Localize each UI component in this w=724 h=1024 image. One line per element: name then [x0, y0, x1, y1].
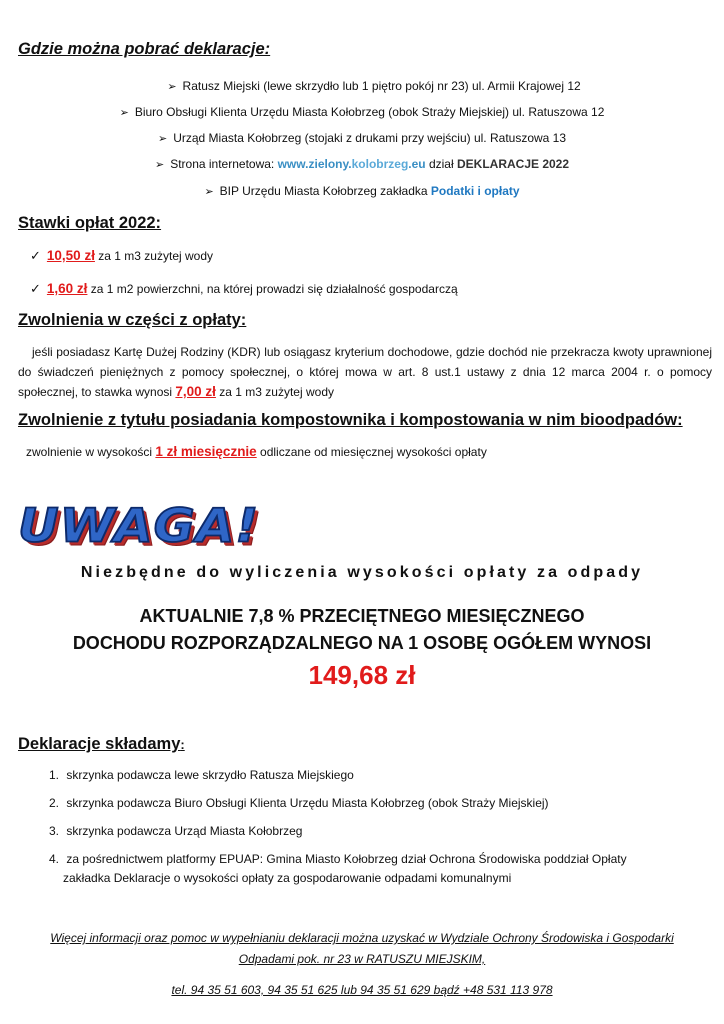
submission-item-4: 4. za pośrednictwem platformy EPUAP: Gmina Miasto Kołobrzeg dział Ochrona Środowiska poddział Opłaty zakładka Deklaracje o wysokości opłaty za gospodarowanie odpadami komunalnymi — [49, 852, 627, 885]
download-item-2: ➢ Biuro Obsługi Klienta Urzędu Miasta Kołobrzeg (obok Straży Miejskiej) ul. Ratuszowa 12 — [119, 105, 605, 119]
submission-item-1: 1. skrzynka podawcza lewe skrzydło Ratusza Miejskiego — [49, 768, 354, 782]
download-item-3: ➢ Urząd Miasta Kołobrzeg (stojaki z drukami przy wejściu) ul. Ratuszowa 13 — [157, 131, 567, 145]
compost-text: zwolnienie w wysokości 1 zł miesięcznie odliczane od miesięcznej wysokości opłaty — [26, 444, 487, 459]
checkmark-icon: ✓ — [30, 281, 41, 296]
checkmark-icon: ✓ — [30, 248, 41, 263]
download-item-bip: ➢ BIP Urzędu Miasta Kołobrzeg zakładka Podatki i opłaty — [204, 184, 520, 198]
declarations-section-name: DEKLARACJE 2022 — [456, 157, 570, 171]
download-heading: Gdzie można pobrać deklaracje: — [18, 40, 271, 58]
compost-heading: Zwolnienie z tytułu posiadania kompostownika i kompostowania w nim bioodpadów: — [18, 411, 683, 429]
submission-heading: Deklaracje składamy: — [18, 735, 185, 753]
submission-item-3: 3. skrzynka podawcza Urząd Miasta Kołobrzeg — [49, 824, 303, 838]
footer-info: Więcej informacji oraz pomoc w wypełnianiu deklaracji można uzyskać w Wydziale Ochrony Środowiska i Gospodarki Odpadami pok. nr 23 w RATUSZU MIEJSKIM, tel. 94 35 51 603, 94 35 51 625 lub 94 35 51 629 bądź +48 531 113 978 — [40, 928, 684, 1001]
rate-item-2: ✓ 1,60 zł za 1 m2 powierzchni, na której prowadzi się działalność gospodarczą — [30, 281, 458, 296]
bip-tab-link[interactable]: Podatki i opłaty — [430, 184, 520, 198]
arrow-right-icon: ➢ — [119, 107, 129, 119]
website-link[interactable]: www.zielony.kolobrzeg.eu — [277, 157, 426, 171]
arrow-right-icon: ➢ — [204, 186, 214, 198]
download-item-1: ➢ Ratusz Miejski (lewe skrzydło lub 1 piętro pokój nr 23) ul. Armii Krajowej 12 — [167, 79, 581, 93]
partial-exemption-text: jeśli posiadasz Kartę Dużej Rodziny (KDR) lub osiągasz kryterium dochodowe, gdzie dochód nie przekracza kwoty uprawnionej do świadczeń pieniężnych z pomocy społecznej, o której mowa w art. 8 ust.1 ustawy z dnia 12 marca 2004 r. o pomocy społecznej, to stawka wynosi 7,00 zł za 1 m3 zużytej wody — [18, 345, 712, 399]
notice-subtitle: Niezbędne do wyliczenia wysokości opłaty za odpady — [80, 564, 644, 581]
partial-exemption-heading: Zwolnienia w części z opłaty: — [18, 311, 247, 329]
notice-line-2: DOCHODU ROZPORZĄDZALNEGO NA 1 OSOBĘ OGÓŁEM WYNOSI — [72, 633, 652, 653]
arrow-right-icon: ➢ — [167, 81, 177, 93]
arrow-right-icon: ➢ — [154, 159, 165, 171]
notice-amount: 149,68 zł — [308, 660, 416, 690]
download-item-website: ➢ Strona internetowa: www.zielony.kolobrzeg.eu dział DEKLARACJE 2022 — [154, 157, 570, 171]
uwaga-banner: UWAGA! — [18, 499, 260, 553]
rates-heading: Stawki opłat 2022: — [18, 214, 162, 232]
submission-item-2: 2. skrzynka podawcza Biuro Obsługi Klienta Urzędu Miasta Kołobrzeg (obok Straży Miejskiej) — [49, 796, 549, 810]
footer-phone: tel. 94 35 51 603, 94 35 51 625 lub 94 35 51 629 bądź +48 531 113 978 — [171, 983, 553, 997]
arrow-right-icon: ➢ — [157, 133, 168, 145]
notice-line-1: AKTUALNIE 7,8 % PRZECIĘTNEGO MIESIĘCZNEGO — [139, 606, 585, 626]
rate-item-1: ✓ 10,50 zł za 1 m3 zużytej wody — [30, 248, 214, 263]
